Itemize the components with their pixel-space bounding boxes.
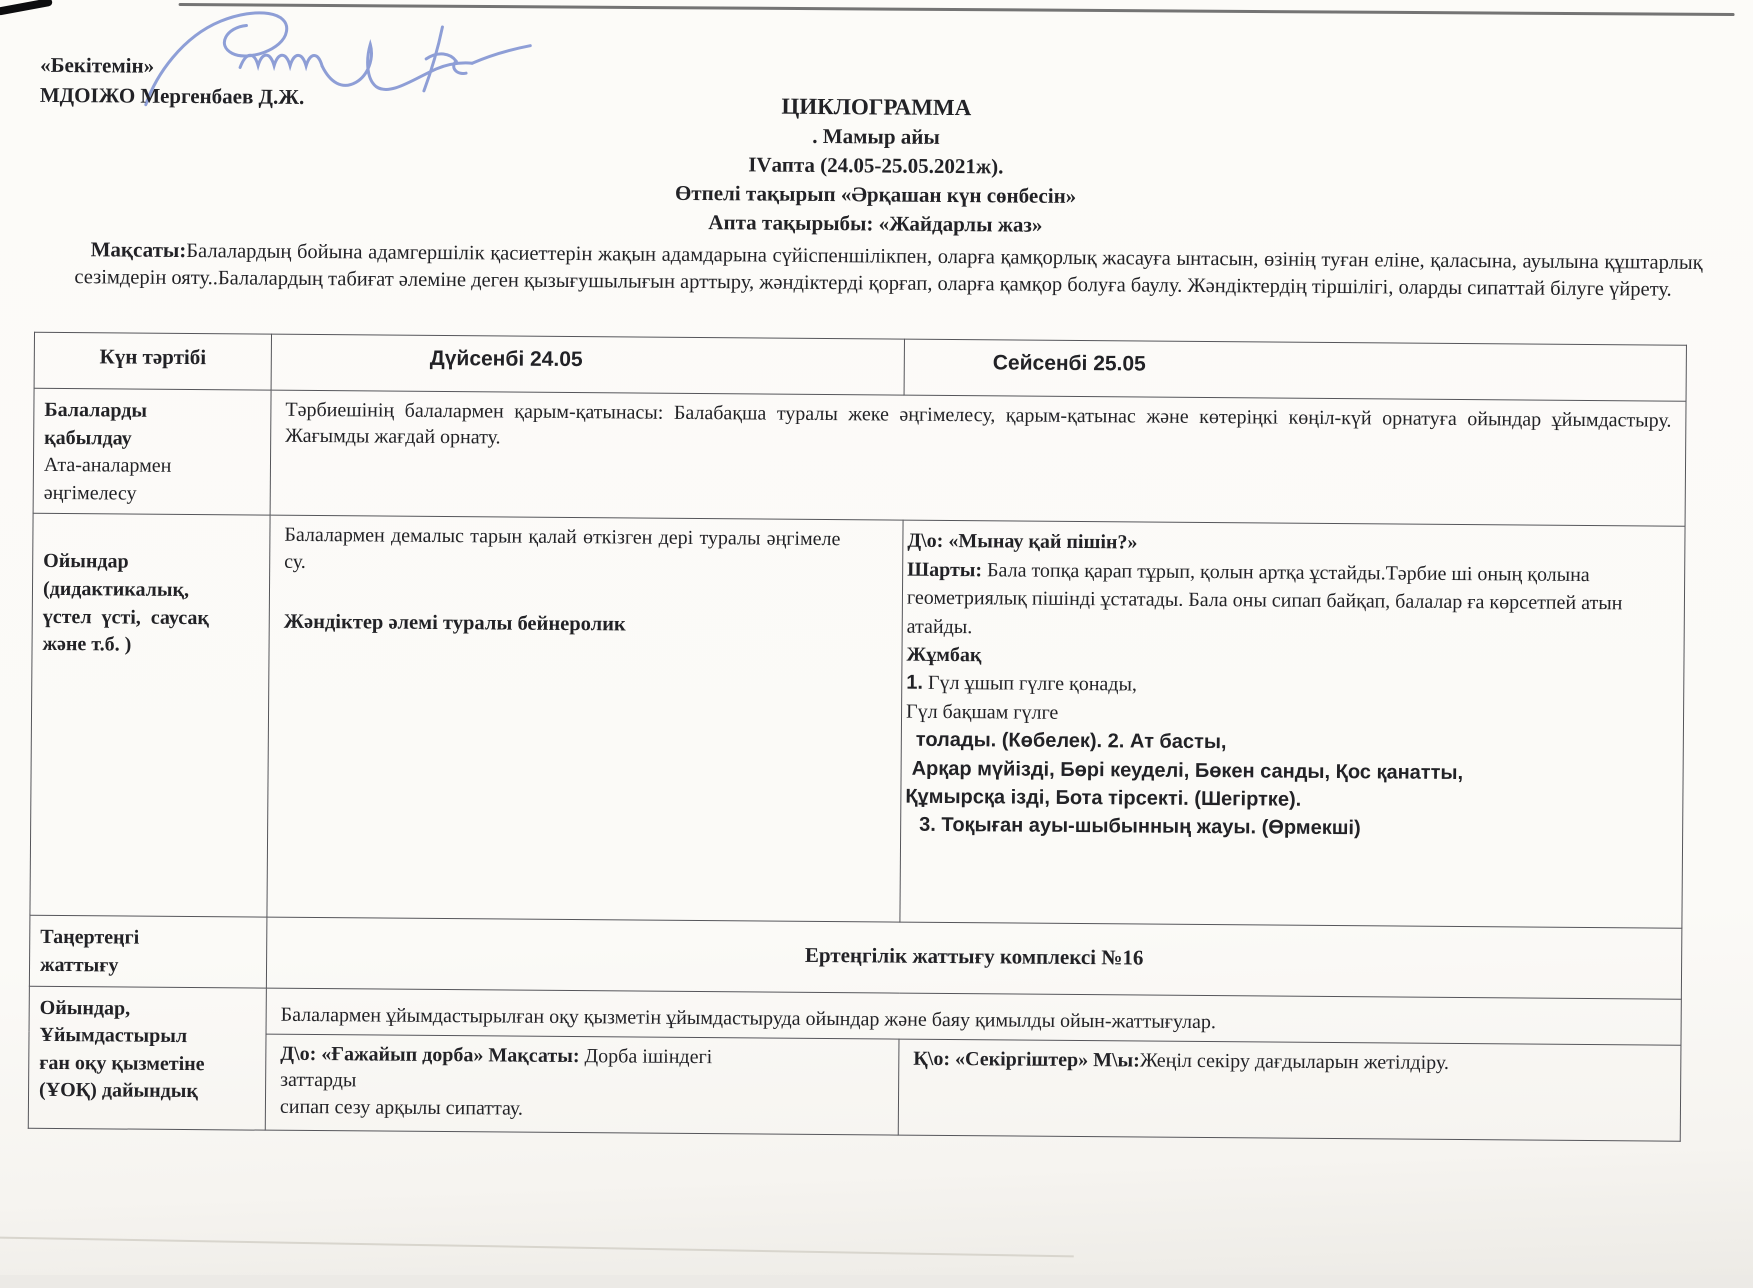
- morning-content: Ертеңгілік жаттығу комплексі №16: [804, 943, 1144, 970]
- oyq-label-cell: [28, 986, 266, 1130]
- month-line: . Мамыр айы: [812, 123, 940, 149]
- riddle-1-cont: Гүл бақшам гүлге: [905, 700, 1059, 724]
- reception-content: Тәрбиешінің балалармен қарым-қатынасы: Балабақша туралы жеке әңгімелесу, қарым-қатынас және көтеріңкі көңіл-күй орнатуға ойындар ұйымдастыру. Жағымды жағдай орнату.: [285, 398, 1672, 449]
- riddle-2-line1: Арқар мүйізді, Бөрі кеуделі, Бөкен санды, Қос қанатты,: [911, 757, 1464, 784]
- reception-label-primary: Балаларды қабылдау: [44, 398, 148, 450]
- cyclogram-table: [28, 332, 1687, 1142]
- reception-content-cell: [270, 390, 1686, 526]
- oyq-intro-text: Балалармен ұйымдастырылған оқу қызметін ұйымдастыруда ойындар және баяу қимылды ойын-жаттығулар.: [280, 1003, 1216, 1033]
- riddle-3: 3. Тоқыған ауы-шыбынның жауы. (Өрмекші): [919, 814, 1361, 840]
- header-cell-routine: Күн тәртібі: [34, 332, 271, 390]
- games-monday-cell: [267, 516, 903, 923]
- tuesday-game-title: Д\о: «Мынау қай пішін?»: [907, 530, 1138, 554]
- goal-paragraph: [74, 236, 1702, 304]
- games-label-cell: [30, 514, 270, 918]
- header-cell-tuesday: Сейсенбі 25.05: [904, 339, 1686, 401]
- goal-label: Мақсаты:: [90, 237, 187, 262]
- goal-text: Балалардың бойына адамгершілік қасиеттерін жақын адамдарына сүйіспеншілікпен, оларға қамқорлық жасауға ынтасын, өзінің туған еліне, қаласына, ауылына құштарлық сезімдерін ояту..Балалардың табиғат әлеміне деген қызығушылығын арттыру, жәндіктерді қорғап, оларға қамқор болуға баулу. Жәндіктердің тіршілігі, оларды сипаттай білуге үйрету.: [74, 239, 1703, 301]
- games-monday-video: Жәндіктер әлемі туралы бейнеролик: [283, 610, 626, 636]
- doc-title: ЦИКЛОГРАММА: [781, 93, 972, 121]
- riddle-2-line2: Құмырсқа ізді, Бота тірсекті. (Шегіртке).: [905, 785, 1302, 811]
- header-cell-monday: Дүйсенбі 24.05: [271, 334, 904, 395]
- riddle-1-answer: толады. (Көбелек). 2. Ат басты,: [915, 728, 1227, 754]
- oyq-tuesday-label: Қ\о: «Секіргіштер» М\ы:: [913, 1047, 1140, 1072]
- week-line: IVапта (24.05-25.05.2021ж).: [748, 152, 1004, 179]
- oyq-label: Ойындар, Ұйымдастырыл ған оқу қызметіне (ҰОҚ) дайындық: [38, 996, 205, 1103]
- games-row: [30, 514, 1685, 929]
- tuesday-game-rule: [907, 555, 1671, 646]
- riddle-1-text: Гүл ұшып гүлге қонады,: [922, 672, 1138, 696]
- reception-label-secondary: Ата-аналармен әңгімелесу: [43, 454, 172, 505]
- oyq-tuesday-text: Жеңіл секіру дағдыларын жетілдіру.: [1139, 1049, 1450, 1074]
- riddle-1-num: 1.: [906, 671, 924, 695]
- week-theme-line: Апта тақырыбы: «Жайдарлы жаз»: [708, 209, 1043, 237]
- oyq-monday-cell: [265, 1034, 899, 1135]
- scan-bottom-edge-artifact: [0, 1236, 1074, 1257]
- rule-label: Шарты:: [907, 558, 983, 582]
- morning-exercise-row: [29, 916, 1682, 999]
- morning-label: Таңертеңгі жаттығу: [39, 926, 140, 977]
- oyq-monday-text: Дорба ішіндегі заттарды сипап сезу арқылы сипаттау.: [279, 1045, 713, 1120]
- games-label: Ойындар (дидактикалық, үстел үсті, саусақ және т.б. ): [42, 550, 210, 656]
- scan-corner-mark-artifact: [0, 0, 53, 16]
- riddle-label: Жұмбақ: [906, 643, 982, 667]
- document-titles: [0, 86, 1753, 246]
- morning-content-cell: [266, 918, 1682, 999]
- reception-label-cell: [33, 388, 271, 515]
- oyq-activities-row: [28, 1032, 1681, 1141]
- games-tuesday-cell: [900, 521, 1685, 929]
- oyq-monday-label: Д\о: «Ғажайып дорба» Мақсаты:: [280, 1042, 580, 1068]
- oyq-tuesday-cell: [898, 1039, 1681, 1141]
- rule-text: Бала топқа қарап тұрып, қолын артқа ұстайды.Тәрбие ші оның қолына геометриялық пішінді ұстатады. Бала оны сипап байқап, балалар ға көрсетпей атын атайды.: [906, 559, 1623, 638]
- cyclogram-table-wrap: [28, 332, 1686, 1142]
- approval-label: «Бекітемін»: [40, 52, 155, 78]
- cross-theme-line: Өтпелі тақырып «Әрқашан күн сөнбесін»: [674, 180, 1077, 208]
- reception-row: [33, 388, 1686, 526]
- morning-label-cell: [29, 916, 267, 988]
- games-monday-text: Балалармен демалыс тарын қалай өткізген дері туралы әңгімеле су.: [284, 524, 841, 573]
- approver-name: МДОІЖО Мергенбаев Д.Ж.: [39, 83, 305, 110]
